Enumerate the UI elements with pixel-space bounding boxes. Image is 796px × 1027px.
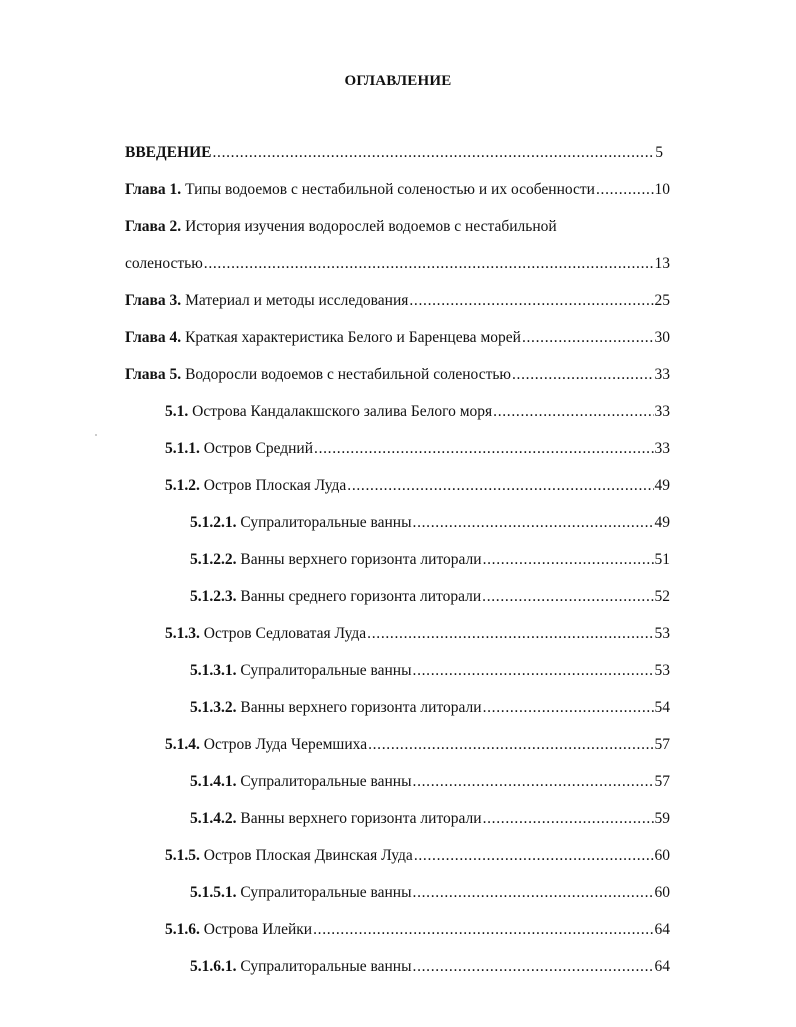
toc-number: 5.1.3.1. [190,662,237,679]
dot-leader [413,884,654,902]
toc-number: Глава 5. [125,366,182,383]
toc-number: 5.1. [165,403,189,420]
toc-text: История изучения водорослей водоемов с нестабильной [185,218,557,235]
dot-leader [313,921,653,939]
toc-page: 64 [654,958,670,975]
toc-text: Супралиторальные ванны [240,514,412,531]
toc-entry-chapter-2-cont[interactable] [125,255,670,273]
toc-entry-5-1-2[interactable] [165,477,670,495]
toc-entry-chapter-4[interactable] [125,329,670,347]
toc-text: Водоросли водоемов с нестабильной соленостью [185,366,511,383]
toc-page: 5 [655,144,663,161]
toc-number: 5.1.6.1. [190,958,237,975]
toc-entry-5-1-3[interactable] [165,625,670,643]
toc-entry-5-1-4[interactable] [165,736,670,754]
toc-page: 60 [654,884,670,901]
toc-page: 49 [654,514,670,531]
toc-text: Остров Седловатая Луда [203,625,367,642]
toc-entry-5-1-4-2[interactable] [190,810,670,828]
dot-leader [368,736,653,754]
toc-page: 33 [654,440,670,457]
toc-number: Глава 4. [125,329,182,346]
dot-leader [522,329,654,347]
toc-number: 5.1.3.2. [190,699,237,716]
dot-leader [347,477,653,495]
toc-text: Острова Кандалакшского залива Белого моря [192,403,493,420]
toc-entry-chapter-1[interactable] [125,181,670,199]
toc-page: 13 [654,255,670,272]
dot-leader [596,181,654,199]
dot-leader [204,255,654,273]
dot-leader [493,403,653,421]
toc-entry-chapter-5[interactable] [125,366,670,384]
toc-number: 5.1.4.1. [190,773,237,790]
toc-page: 10 [654,181,670,198]
toc-page: 54 [654,699,670,716]
toc-number: 5.1.5. [165,847,200,864]
toc-text: Супралиторальные ванны [240,884,412,901]
toc-page: 53 [654,625,670,642]
dot-leader [314,440,653,458]
toc-number: 5.1.2.2. [190,551,237,568]
toc-number: 5.1.6. [165,921,200,938]
toc-entry-5-1-4-1[interactable] [190,773,670,791]
toc-number: Глава 2. [125,218,182,235]
dot-leader [414,847,654,865]
toc-page: 53 [654,662,670,679]
dot-leader [413,662,654,680]
toc-entry-chapter-3[interactable] [125,292,670,310]
toc-entry-intro[interactable] [125,144,663,162]
toc-entry-5-1-2-1[interactable] [190,514,670,532]
dot-leader [367,625,653,643]
toc-page: 33 [654,366,670,383]
toc-entry-chapter-2[interactable] [125,218,557,236]
toc-page: 25 [654,292,670,309]
toc-number: Глава 3. [125,292,182,309]
toc-text: Ванны верхнего горизонта литорали [240,551,482,568]
toc-page: 51 [654,551,670,568]
toc-page: 52 [654,588,670,605]
dot-leader [483,551,654,569]
toc-number: 5.1.2.1. [190,514,237,531]
toc-entry-5-1-3-2[interactable] [190,699,670,717]
toc-text: Ванны верхнего горизонта литорали [240,699,482,716]
toc-page: 60 [654,847,670,864]
toc-page: 59 [654,810,670,827]
toc-entry-5-1-1[interactable] [165,440,670,458]
toc-text: Супралиторальные ванны [240,662,412,679]
dot-leader [482,588,653,606]
dot-leader [413,773,654,791]
toc-text: Остров Средний [203,440,314,457]
toc-text: Супралиторальные ванны [240,958,412,975]
toc-entry-5-1-5[interactable] [165,847,670,865]
dot-leader [413,514,654,532]
toc-entry-5-1-5-1[interactable] [190,884,670,902]
toc-page: 64 [654,921,670,938]
scan-speck [95,434,97,436]
dot-leader [512,366,654,384]
toc-entry-5-1-3-1[interactable] [190,662,670,680]
toc-text: Острова Илейки [203,921,313,938]
toc-text: Краткая характеристика Белого и Баренцева морей [185,329,521,346]
dot-leader [413,958,654,976]
toc-number: 5.1.2.3. [190,588,237,605]
toc-number: Глава 1. [125,181,182,198]
toc-number: 5.1.4.2. [190,810,237,827]
dot-leader [212,144,654,162]
toc-entry-5-1-2-3[interactable] [190,588,670,606]
toc-page: 33 [654,403,670,420]
toc-entry-5-1-6[interactable] [165,921,670,939]
toc-page: 57 [654,736,670,753]
toc-page: 57 [654,773,670,790]
toc-text: Материал и методы исследования [185,292,409,309]
toc-text: Остров Плоская Луда [203,477,347,494]
toc-text: Ванны среднего горизонта литорали [240,588,482,605]
toc-text: Типы водоемов с нестабильной соленостью и их особенности [185,181,595,198]
page-title: ОГЛАВЛЕНИЕ [344,73,452,89]
toc-number: 5.1.3. [165,625,200,642]
toc-text: Остров Луда Черемшиха [203,736,368,753]
toc-text: Супралиторальные ванны [240,773,412,790]
toc-page: 49 [654,477,670,494]
toc-number: 5.1.5.1. [190,884,237,901]
dot-leader [483,810,654,828]
toc-text: соленостью [125,255,203,272]
dot-leader [483,699,654,717]
toc-text: Ванны верхнего горизонта литорали [240,810,482,827]
toc-text: Остров Плоская Двинская Луда [203,847,413,864]
toc-number: 5.1.2. [165,477,200,494]
toc-number: ВВЕДЕНИЕ [125,144,212,161]
toc-number: 5.1.1. [165,440,200,457]
toc-entry-5-1-6-1[interactable] [190,958,670,976]
toc-entry-5-1-2-2[interactable] [190,551,670,569]
toc-page: 30 [654,329,670,346]
dot-leader [409,292,653,310]
toc-number: 5.1.4. [165,736,200,753]
toc-entry-5-1[interactable] [165,403,670,421]
